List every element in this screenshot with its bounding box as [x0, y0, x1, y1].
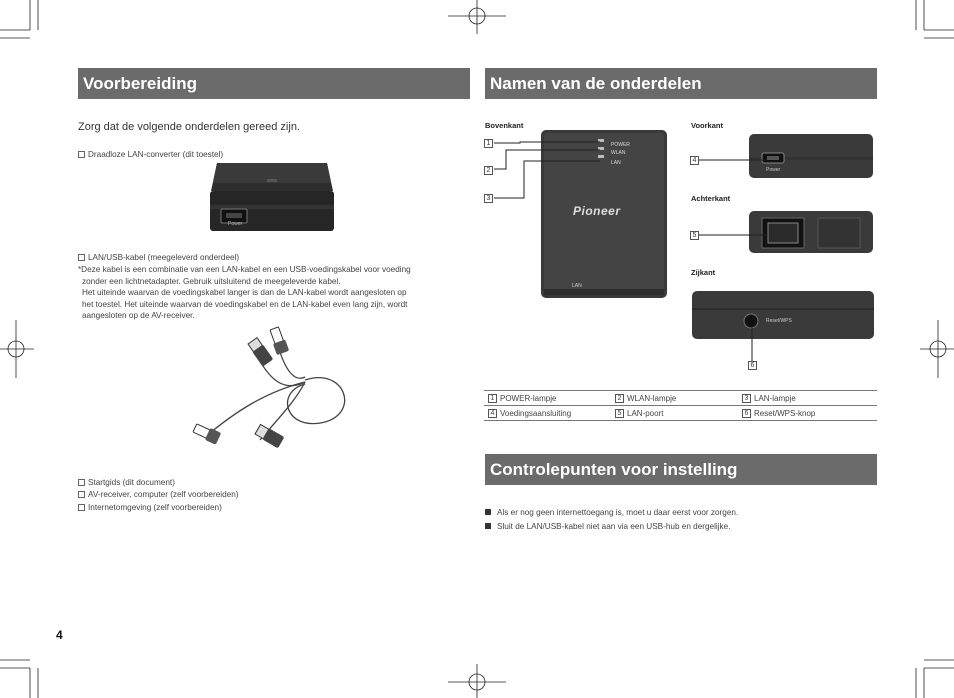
table-row [484, 406, 877, 421]
part-label: POWER-lampje [500, 391, 611, 406]
label-zijkant: Zijkant [691, 268, 716, 277]
part-num: 2 [615, 394, 624, 403]
led-power-label: POWER [611, 142, 630, 148]
callout-5: 5 [690, 231, 699, 240]
cable-note: *Deze kabel is een combinatie van een LAN-kabel en een USB-voedingskabel voor voeding zonder een lichtnetadapter. Gebruik uitsluitend de meegeleverde kabel. Het uiteinde waarvan de voedingskabel langer is dan de LAN-kabel wordt aangesloten op het toestel. Het uiteinde waarvan de voedingskabel en de LAN-kabel even lang zijn, wordt aangesloten op de AV-receiver. [78, 265, 411, 320]
label-achterkant: Achterkant [691, 194, 731, 203]
item-cable: LAN/USB-kabel (meegeleverd onderdeel) [78, 252, 239, 264]
label-voorkant: Voorkant [691, 121, 723, 130]
intro-text: Zorg dat de volgende onderdelen gereed zijn. [78, 121, 300, 133]
page-number: 4 [56, 628, 63, 642]
heading-onderdelen: Namen van de onderdelen [482, 68, 877, 99]
checkbox-icon [78, 151, 85, 158]
device-power-label: Power [228, 221, 243, 227]
callout-lines-top [484, 135, 614, 210]
bullet-square-icon [485, 509, 491, 515]
item-converter: Draadloze LAN-converter (dit toestel) [78, 149, 223, 161]
table-row [484, 391, 877, 406]
callout-2: 2 [484, 166, 493, 175]
callout-line-6 [748, 326, 756, 364]
cable-illustration [175, 322, 375, 460]
item-internet: Internetomgeving (zelf voorbereiden) [78, 502, 222, 514]
front-power-label: Power [766, 167, 781, 173]
callout-1: 1 [484, 139, 493, 148]
bullet-square-icon [485, 523, 491, 529]
callout-line-5 [697, 231, 769, 239]
led-wlan-label: WLAN [611, 150, 626, 156]
part-label: LAN-lampje [754, 391, 877, 406]
pioneer-logo: Pioneer [573, 204, 621, 218]
part-label: LAN-poort [627, 406, 738, 421]
check-item-2: Sluit de LAN/USB-kabel niet aan via een USB-hub en dergelijke. [485, 521, 730, 533]
part-num: 6 [742, 409, 751, 418]
callout-6: 6 [748, 361, 757, 370]
device-side-view [691, 290, 875, 340]
led-lan-label: LAN [611, 160, 621, 166]
converter-illustration [207, 161, 337, 233]
checkbox-icon [78, 479, 85, 486]
checkbox-icon [78, 491, 85, 498]
callout-line-4 [697, 156, 767, 164]
item-startgids: Startgids (dit document) [78, 477, 175, 489]
part-num: 3 [742, 394, 751, 403]
parts-table [484, 390, 877, 421]
callout-4: 4 [690, 156, 699, 165]
part-label: Voedingsaansluiting [500, 406, 611, 421]
label-bovenkant: Bovenkant [485, 121, 524, 130]
part-label: WLAN-lampje [627, 391, 738, 406]
item-av-receiver: AV-receiver, computer (zelf voorbereiden) [78, 489, 238, 501]
check-item-1: Als er nog geen internettoegang is, moet u daar eerst voor zorgen. [485, 507, 738, 519]
part-label: Reset/WPS-knop [754, 406, 877, 421]
heading-voorbereiding: Voorbereiding [75, 68, 470, 99]
device-lan-label: LAN [572, 283, 582, 289]
heading-controlepunten: Controlepunten voor instelling [482, 454, 877, 485]
part-num: 1 [488, 394, 497, 403]
callout-3: 3 [484, 194, 493, 203]
checkbox-icon [78, 504, 85, 511]
side-reset-label: Reset/WPS [766, 318, 792, 324]
checkbox-icon [78, 254, 85, 261]
part-num: 5 [615, 409, 624, 418]
part-num: 4 [488, 409, 497, 418]
